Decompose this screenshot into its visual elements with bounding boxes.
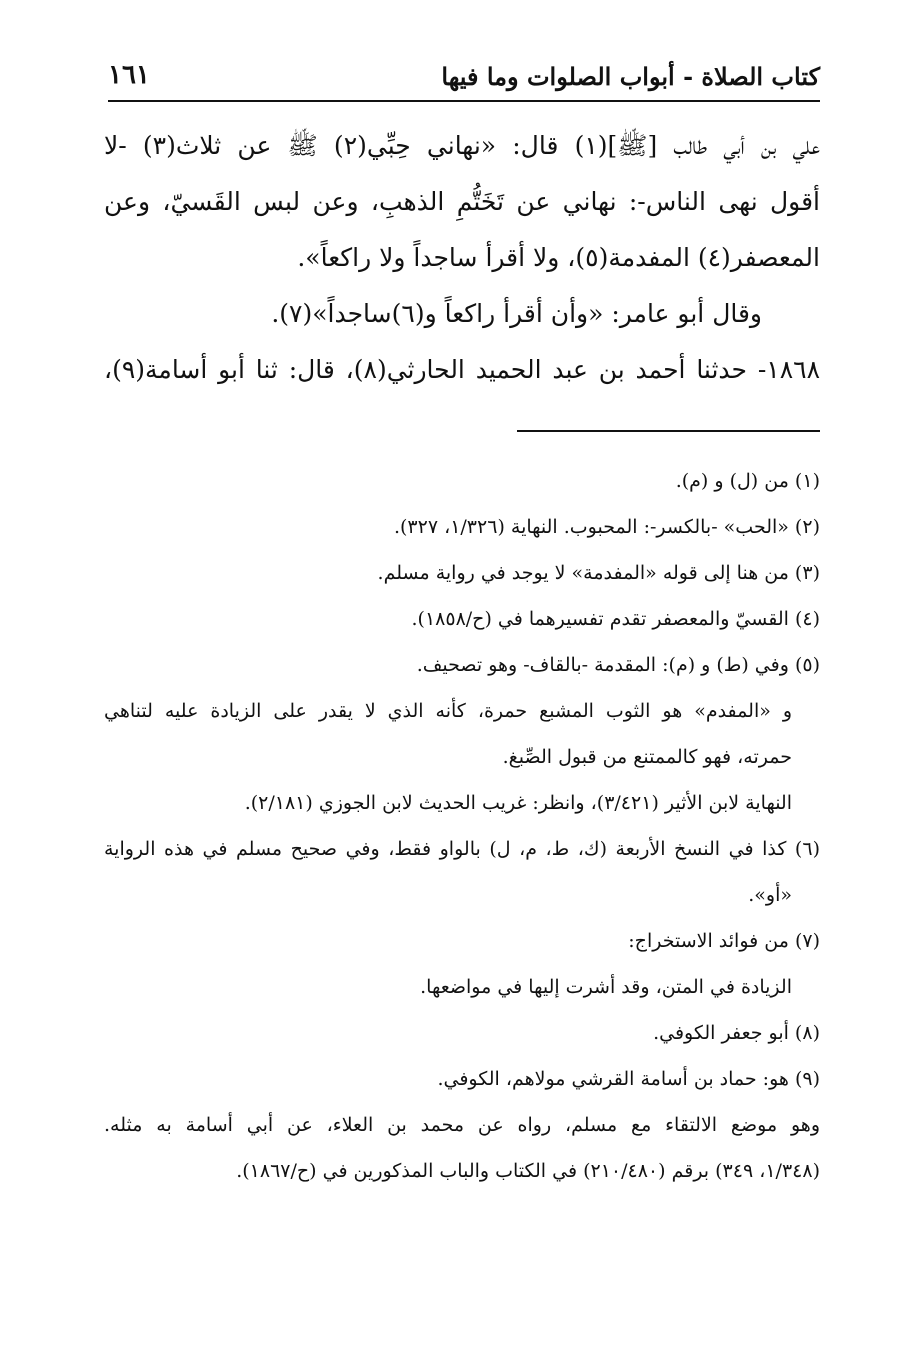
footnote-5: (٥) وفي (ط) و (م): المقدمة -بالقاف- وهو تصحيف. [416, 654, 820, 676]
footnote-7: (٧) من فوائد الاستخراج: [628, 930, 820, 952]
footnote-8: (٨) أبو جعفر الكوفي. [653, 1022, 820, 1044]
footnote-3: (٣) من هنا إلى قوله «المفدمة» لا يوجد في رواية مسلم. [377, 562, 820, 584]
footnote-9-continuation: (١/٣٤٨، ٣٤٩) برقم (٢١٠/٤٨٠) في الكتاب والباب المذكورين في (ح/١٨٦٧). [236, 1160, 820, 1182]
footnote-7-continuation: الزيادة في المتن، وقد أشرت إليها في مواضعها. [420, 976, 792, 998]
footnote-9-continuation: وهو موضع الالتقاء مع مسلم، رواه عن محمد بن العلاء، عن أبي أسامة به مثله. [104, 1114, 820, 1136]
hadith-line: ١٨٦٨- حدثنا أحمد بن عبد الحميد الحارثي(٨)، قال: ثنا أبو أسامة(٩)، [104, 355, 820, 384]
footnote-1: (١) من (ل) و (م). [675, 470, 820, 492]
running-title: كتاب الصلاة - أبواب الصلوات وما فيها [441, 62, 820, 91]
main-line: وقال أبو عامر: «وأن أقرأ راكعاً و(٦)ساجداً»(٧). [271, 299, 762, 328]
main-line: أقول نهى الناس-: نهاني عن تَخَتُّمِ الذهبِ، وعن لبس القَسيّ، وعن [104, 187, 820, 216]
footnote-5-continuation: حمرته، فهو كالممتنع من قبول الصِّبغ. [502, 746, 792, 768]
main-line: علي بن أبي طالب [ﷺ](١) قال: «نهاني حِبِّي(٢) ﷺ عن ثلاث(٣) -لا [104, 131, 820, 160]
main-text [104, 118, 820, 398]
footnote-5-reference: النهاية لابن الأثير (٣/٤٢١)، وانظر: غريب الحديث لابن الجوزي (٢/١٨١). [244, 792, 792, 814]
footnotes [104, 458, 820, 1194]
footnote-separator [517, 430, 820, 432]
header-rule [108, 100, 820, 102]
footnote-6-continuation: «أو». [748, 884, 792, 906]
footnote-6: (٦) كذا في النسخ الأربعة (ك، ط، م، ل) بالواو فقط، وفي صحيح مسلم في هذه الرواية [104, 838, 820, 860]
footnote-4: (٤) القسيّ والمعصفر تقدم تفسيرهما في (ح/١٨٥٨). [411, 608, 820, 630]
page-number: ١٦١ [108, 60, 150, 90]
footnote-9: (٩) هو: حماد بن أسامة القرشي مولاهم، الكوفي. [437, 1068, 820, 1090]
footnote-2: (٢) «الحب» -بالكسر-: المحبوب. النهاية (١/٣٢٦، ٣٢٧). [393, 516, 820, 538]
main-line: المعصفر(٤) المفدمة(٥)، ولا أقرأ ساجداً ولا راكعاً». [297, 243, 820, 272]
footnote-5-continuation: و «المفدم» هو الثوب المشبع حمرة، كأنه الذي لا يقدر على الزيادة عليه لتناهي [104, 700, 792, 722]
page-header [108, 58, 820, 98]
